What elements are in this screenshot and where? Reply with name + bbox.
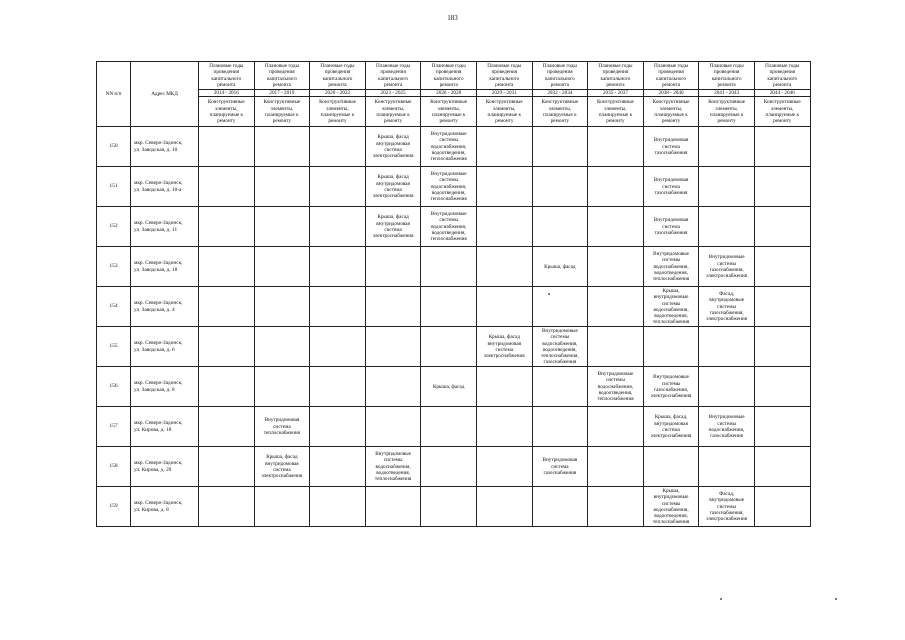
header-period-years: 2014 - 2016 [199,90,255,97]
header-elements: Конструктивные элементы, планируемые к ремонту [699,97,755,127]
row-address: мкр. Северо-Задонск, ул. Заводская, д. 4 [131,287,199,327]
row-number: 155 [97,327,131,367]
row-address: мкр. Северо-Задонск, ул. Заводская, д. 6 [131,327,199,367]
repair-cell [254,487,310,527]
repair-cell [588,447,644,487]
repair-cell [476,207,532,247]
repair-cell [310,127,366,167]
repair-cell: Фасад, внутридомовые системы газоснабжения, электроснабжения [699,487,755,527]
repair-schedule-table [96,61,811,527]
header-period-title: Плановые годы проведения капитального ремонта [532,62,588,90]
table-row [97,407,811,447]
page-number: 183 [447,14,458,22]
repair-cell [421,407,477,447]
repair-cell [421,487,477,527]
repair-cell: Внутридомовая система газоснабжения [532,447,588,487]
repair-cell [699,447,755,487]
repair-cell [476,287,532,327]
header-period-years: 2035 - 2037 [588,90,644,97]
repair-cell [588,207,644,247]
row-address: мкр. Северо-Задонск, ул. Заводская, д. 10 [131,127,199,167]
header-period-title: Плановые годы проведения капитального ремонта [588,62,644,90]
row-number: 154 [97,287,131,327]
table-row [97,287,811,327]
repair-cell [754,247,810,287]
repair-cell [310,287,366,327]
row-number: 151 [97,167,131,207]
repair-cell [476,247,532,287]
repair-cell [310,447,366,487]
repair-cell [532,407,588,447]
repair-cell: Крыша, фасад внутридомовая система электроснабжения [365,167,421,207]
row-number: 153 [97,247,131,287]
table-row [97,367,811,407]
repair-cell: Крыша, фасад внутридомовая система электроснабжения [365,127,421,167]
header-num: NN п/п [97,62,131,127]
scan-speck [720,598,722,600]
header-period-title: Плановые годы проведения капитального ремонта [476,62,532,90]
repair-cell [310,167,366,207]
repair-cell [254,127,310,167]
repair-cell [254,207,310,247]
table-row [97,127,811,167]
row-number: 159 [97,487,131,527]
repair-cell [421,327,477,367]
repair-cell [199,287,255,327]
repair-cell [365,407,421,447]
repair-cell [254,247,310,287]
repair-cell [254,287,310,327]
repair-cell [199,247,255,287]
header-period-title: Плановые годы проведения капитального ремонта [421,62,477,90]
header-period-title: Плановые годы проведения капитального ремонта [365,62,421,90]
table-row [97,447,811,487]
row-number: 158 [97,447,131,487]
repair-cell [365,367,421,407]
repair-cell [532,287,588,327]
repair-cell: Крыша, внутридомовые системы водоснабжения, водоотведения, теплоснабжения [643,287,699,327]
repair-cell [476,447,532,487]
row-address: мкр. Северо-Задонск, ул. Заводская, д. 11 [131,207,199,247]
repair-cell [699,367,755,407]
repair-cell [643,327,699,367]
repair-cell: Внутридомовая система газоснабжения [643,127,699,167]
repair-cell [532,487,588,527]
repair-cell: Крыша, фасад внутридомовая система электроснабжения [254,447,310,487]
table-row [97,487,811,527]
repair-cell: Внутридомовые системы водоснабжения, водоотведения, теплоснабжения [421,167,477,207]
repair-cell [199,367,255,407]
header-period-title: Плановые годы проведения капитального ремонта [643,62,699,90]
table-row [97,207,811,247]
repair-cell: Крыша, фасад [421,367,477,407]
repair-cell [365,327,421,367]
header-period-years: 2017 - 2019 [254,90,310,97]
repair-cell [310,407,366,447]
repair-cell [754,207,810,247]
header-elements: Конструктивные элементы, планируемые к ремонту [588,97,644,127]
table-row [97,327,811,367]
header-period-years: 2023 - 2025 [365,90,421,97]
row-number: 156 [97,367,131,407]
repair-cell [365,247,421,287]
header-elements: Конструктивные элементы, планируемые к ремонту [310,97,366,127]
header-period-title: Плановые годы проведения капитального ремонта [199,62,255,90]
repair-cell [476,487,532,527]
row-address: мкр. Северо-Задонск, ул. Кирова, д. 20 [131,447,199,487]
repair-cell [310,327,366,367]
repair-cell [754,127,810,167]
repair-cell: Крыша, фасад [532,247,588,287]
repair-cell [588,167,644,207]
header-period-years: 2041 - 2043 [699,90,755,97]
repair-cell [199,167,255,207]
repair-cell [699,327,755,367]
repair-cell [421,287,477,327]
header-period-title: Плановые годы проведения капитального ремонта [254,62,310,90]
repair-cell [254,327,310,367]
repair-cell [310,247,366,287]
repair-cell [254,367,310,407]
repair-cell [476,167,532,207]
repair-cell [532,207,588,247]
repair-cell [532,127,588,167]
repair-cell: Крыша, фасад, внутридомовая система электроснабжения [643,407,699,447]
row-number: 157 [97,407,131,447]
repair-cell [643,447,699,487]
repair-cell [754,167,810,207]
repair-cell: Внутридомовые системы газоснабжения, электроснабжения [643,367,699,407]
row-number: 152 [97,207,131,247]
row-address: мкр. Северо-Задонск, ул. Заводская, д. 8 [131,367,199,407]
repair-cell [699,127,755,167]
repair-cell: Внутридомовые системы водоснабжения, водоотведения, теплоснабжения [421,207,477,247]
repair-cell [310,207,366,247]
repair-cell [199,327,255,367]
repair-cell [588,487,644,527]
repair-cell [476,367,532,407]
header-period-title: Плановые годы проведения капитального ремонта [754,62,810,90]
row-address: мкр. Северо-Задонск, ул. Заводская, д. 18 [131,247,199,287]
repair-cell: Крыша, фасад внутридомовая система электроснабжения [365,207,421,247]
repair-cell [199,127,255,167]
repair-cell: Внутридомовые системы водоснабжения, водоотведения, теплоснабжения [365,447,421,487]
repair-cell [588,327,644,367]
repair-cell [421,447,477,487]
header-address: Адрес МКД [131,62,199,127]
header-elements: Конструктивные элементы, планируемые к ремонту [199,97,255,127]
repair-cell [588,407,644,447]
repair-cell: Внутридомовая система теплоснабжения [254,407,310,447]
header-period-years: 2020 - 2022 [310,90,366,97]
repair-cell [588,287,644,327]
repair-cell [476,407,532,447]
header-period-years: 2026 - 2028 [421,90,477,97]
header-period-years: 2044 - 2046 [754,90,810,97]
row-address: мкр. Северо-Задонск, ул. Заводская, д. 10-а [131,167,199,207]
header-period-years: 2032 - 2034 [532,90,588,97]
header-elements: Конструктивные элементы, планируемые к ремонту [254,97,310,127]
repair-cell: Внутридомовые системы водоснабжения, газоснабжения [699,407,755,447]
header-period-title: Плановые годы проведения капитального ремонта [310,62,366,90]
repair-cell: Фасад, внутридомовые системы газоснабжения, электроснабжения [699,287,755,327]
repair-cell [199,207,255,247]
scan-speck [548,293,550,295]
repair-cell [754,487,810,527]
repair-cell [199,407,255,447]
repair-cell [476,127,532,167]
repair-cell: Внутридомовые системы водоснабжения, водоотведения, теплоснабжения [588,367,644,407]
repair-cell [754,447,810,487]
header-elements: Конструктивные элементы, планируемые к ремонту [365,97,421,127]
repair-cell: Внутридомовая система газоснабжения [643,167,699,207]
repair-cell [699,207,755,247]
repair-cell [199,487,255,527]
repair-cell [754,287,810,327]
repair-cell [310,367,366,407]
repair-cell: Крыша, фасад внутридомовая система электроснабжения [476,327,532,367]
repair-cell: Внутридомовая система газоснабжения [643,207,699,247]
row-address: мкр. Северо-Задонск, ул. Кирова, д. 8 [131,487,199,527]
repair-cell [754,407,810,447]
header-elements: Конструктивные элементы, планируемые к ремонту [421,97,477,127]
repair-cell: Внутридомовые системы водоснабжения, водоотведения, теплоснабжения, газоснабжения [532,327,588,367]
repair-cell [754,327,810,367]
header-period-years: 2038 - 2040 [643,90,699,97]
repair-cell [532,367,588,407]
repair-cell: Внутридомовые системы водоснабжения, водоотведения, теплоснабжения [643,247,699,287]
row-number: 150 [97,127,131,167]
repair-cell: Внутридомовые системы газоснабжения, электроснабжения [699,247,755,287]
repair-cell [310,487,366,527]
repair-cell [254,167,310,207]
repair-cell [699,167,755,207]
header-period-title: Плановые годы проведения капитального ремонта [699,62,755,90]
repair-cell [588,127,644,167]
row-address: мкр. Северо-Задонск, ул. Кирова, д. 18 [131,407,199,447]
header-elements: Конструктивные элементы, планируемые к ремонту [754,97,810,127]
repair-cell [588,247,644,287]
header-period-years: 2029 - 2031 [476,90,532,97]
repair-cell [532,167,588,207]
scan-speck [835,598,837,600]
header-elements: Конструктивные элементы, планируемые к ремонту [476,97,532,127]
header-elements: Конструктивные элементы, планируемые к ремонту [532,97,588,127]
table-row [97,167,811,207]
header-elements: Конструктивные элементы, планируемые к ремонту [643,97,699,127]
repair-cell: Крыша, внутридомовые системы водоснабжения, водоотведения, теплоснабжения [643,487,699,527]
repair-cell [365,287,421,327]
repair-cell [421,247,477,287]
repair-cell [199,447,255,487]
repair-cell [754,367,810,407]
table-row [97,247,811,287]
repair-cell: Внутридомовые системы водоснабжения, водоотведения, теплоснабжения [421,127,477,167]
repair-cell [365,487,421,527]
